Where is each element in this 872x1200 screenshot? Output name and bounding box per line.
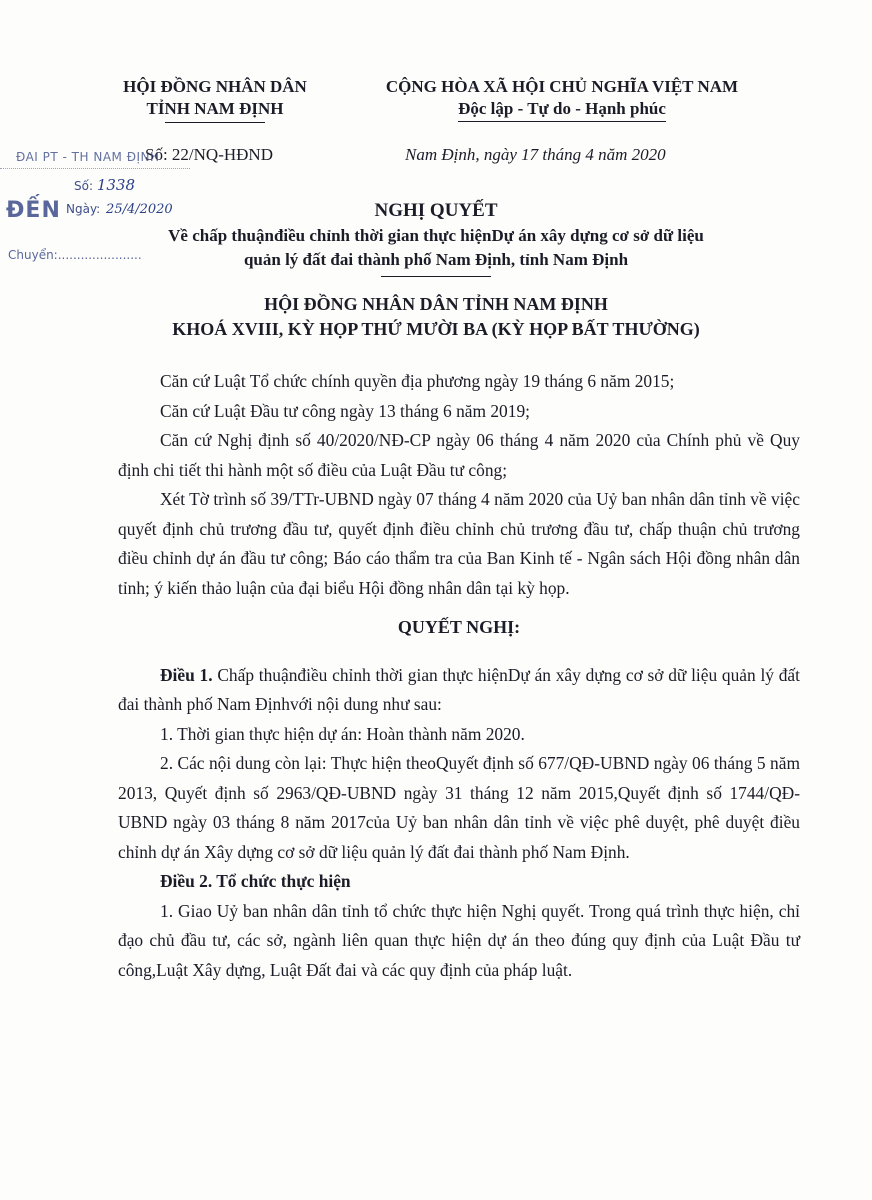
article-2-heading: Điều 2. Tổ chức thực hiện bbox=[160, 871, 351, 891]
stamp-date-label: Ngày: bbox=[66, 202, 101, 216]
stamp-date-value: 25/4/2020 bbox=[106, 202, 173, 217]
article-1-item-2: 2. Các nội dung còn lại: Thực hiện theoQuyết định số 677/QĐ-UBND ngày 06 tháng 5 năm 2013, Quyết định số 2963/QĐ-UBND ngày 31 tháng 12 năm 2015,Quyết định số 1744/QĐ-UBND ngày 03 tháng 8 năm 2017của Uỷ ban nhân dân tỉnh về việc phê duyệt, phê duyệt điều chỉnh dự án Xây dựng cơ sở dữ liệu quản lý đất đai thành phố Nam Định. bbox=[118, 753, 800, 862]
article-2-item-1: 1. Giao Uỷ ban nhân dân tỉnh tổ chức thực hiện Nghị quyết. Trong quá trình thực hiện, chỉ đạo chủ đầu tư, các sở, ngành liên quan thực hiện dự án theo đúng quy định của Luật Đầu tư công,Luật Xây dựng, Luật Đất đai và các quy định của pháp luật. bbox=[118, 900, 800, 980]
article-1-item-1: 1. Thời gian thực hiện dự án: Hoàn thành năm 2020. bbox=[160, 723, 525, 744]
stamp-number bbox=[74, 176, 135, 194]
nation-motto: Độc lập - Tự do - Hạnh phúc bbox=[458, 98, 666, 122]
preamble-1: Căn cứ Luật Tổ chức chính quyền địa phương ngày 19 tháng 6 năm 2015; bbox=[160, 371, 675, 391]
preamble-3: Căn cứ Nghị định số 40/2020/NĐ-CP ngày 06 tháng 4 năm 2020 của Chính phủ về Quy định chi tiết thi hành một số điều của Luật Đầu tư công; bbox=[118, 430, 800, 480]
title-underline bbox=[381, 276, 491, 277]
preamble-4: Xét Tờ trình số 39/TTr-UBND ngày 07 tháng 4 năm 2020 của Uỷ ban nhân dân tỉnh về việc quyết định chủ trương đầu tư, quyết định điều chỉnh chủ trương đầu tư, chấp thuận chủ trương điều chỉnh dự án đầu tư công; Báo cáo thẩm tra của Ban Kinh tế - Ngân sách Hội đồng nhân dân tỉnh; ý kiến thảo luận của đại biểu Hội đồng nhân dân tại kỳ họp. bbox=[118, 489, 800, 598]
stamp-den-label: ĐẾN bbox=[6, 198, 61, 223]
stamp-number-label: Số: bbox=[74, 179, 94, 193]
resolution-subject-line2: quản lý đất đai thành phố Nam Định, tỉnh Nam Định bbox=[243, 250, 629, 269]
org-name-line1: HỘI ĐỒNG NHÂN DÂN bbox=[123, 77, 307, 96]
council-name: HỘI ĐỒNG NHÂN DÂN TỈNH NAM ĐỊNH bbox=[264, 294, 608, 314]
document-number: Số: 22/NQ-HĐND bbox=[145, 145, 273, 164]
council-session-name: KHOÁ XVIII, KỲ HỌP THỨ MƯỜI BA (KỲ HỌP BẤT THƯỜNG) bbox=[172, 319, 700, 339]
decision-heading: QUYẾT NGHỊ: bbox=[397, 617, 521, 637]
issuing-organization bbox=[105, 76, 325, 123]
article-1 bbox=[118, 661, 800, 720]
document-body bbox=[118, 367, 800, 985]
stamp-forward: Chuyển:...................... bbox=[8, 248, 142, 262]
resolution-heading: NGHỊ QUYẾT bbox=[374, 200, 498, 221]
stamp-number-value: 1338 bbox=[96, 176, 136, 194]
resolution-subject-line1: Về chấp thuậnđiều chỉnh thời gian thực hiệnDự án xây dựng cơ sở dữ liệu bbox=[168, 226, 704, 245]
stamp-divider bbox=[0, 168, 190, 170]
nation-name: CỘNG HÒA XÃ HỘI CHỦ NGHĨA VIỆT NAM bbox=[385, 77, 739, 96]
national-header bbox=[352, 76, 772, 122]
article-1-label: Điều 1. bbox=[160, 664, 213, 685]
org-name-line2: TỈNH NAM ĐỊNH bbox=[146, 99, 284, 118]
stamp-agency: ĐAI PT - TH NAM ĐỊNH bbox=[16, 150, 160, 164]
resolution-title bbox=[100, 198, 772, 277]
document-date: Nam Định, ngày 17 tháng 4 năm 2020 bbox=[405, 145, 666, 164]
org-underline bbox=[165, 122, 265, 123]
article-1-text: Chấp thuậnđiều chỉnh thời gian thực hiệnDự án xây dựng cơ sở dữ liệu quản lý đất đai thành phố Nam Địnhvới nội dung như sau: bbox=[118, 664, 800, 714]
council-session bbox=[60, 292, 812, 342]
preamble-2: Căn cứ Luật Đầu tư công ngày 13 tháng 6 năm 2019; bbox=[160, 400, 530, 421]
